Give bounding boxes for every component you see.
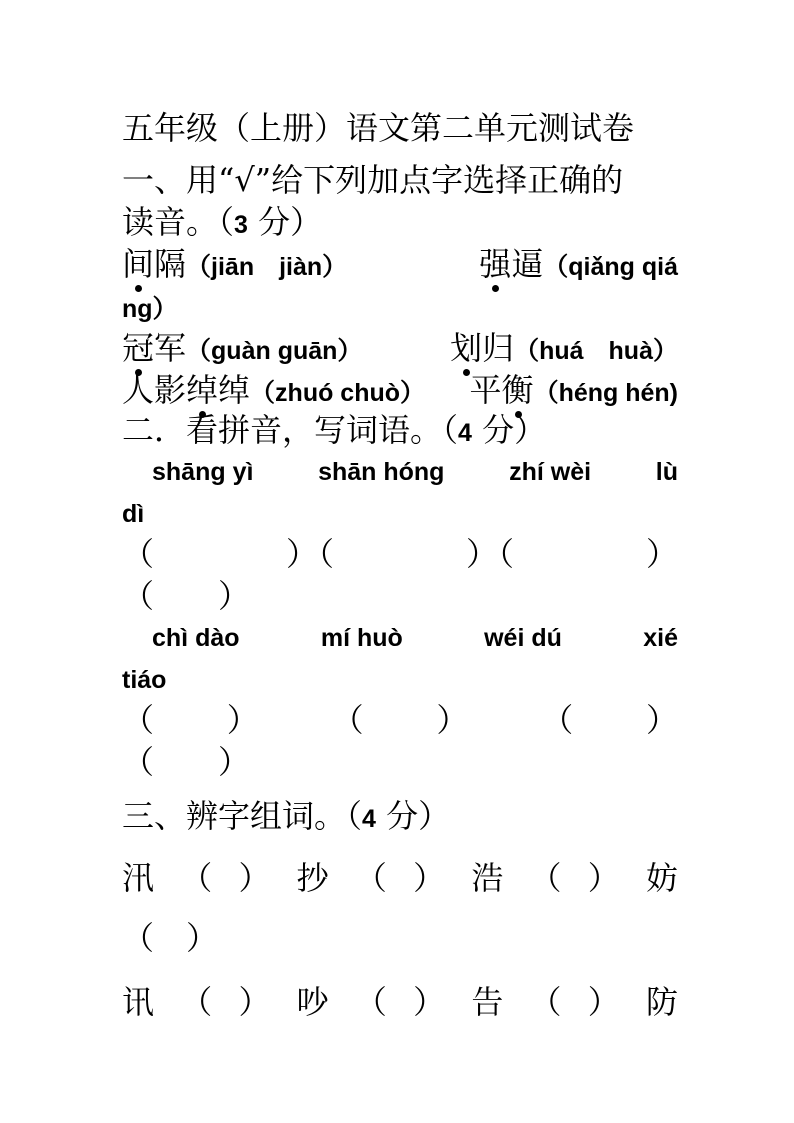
q2-pinyin-line-1-wrap: dì bbox=[122, 500, 145, 528]
q2-pinyin-line-1 bbox=[152, 452, 678, 492]
answer-blank[interactable]: （ bbox=[180, 859, 213, 897]
q1-item-chuochuo: 人影绰 绰（zhuó chuò） bbox=[122, 370, 425, 413]
pinyin-options: （guàn guān） bbox=[186, 337, 363, 365]
q1-heading-end: 分） bbox=[247, 203, 323, 241]
q2-blanks-line-2-wrap[interactable]: （ ） bbox=[122, 743, 251, 781]
q3-row-1 bbox=[122, 858, 678, 898]
answer-blank[interactable]: ） bbox=[436, 701, 469, 739]
answer-blank[interactable]: （ bbox=[354, 983, 387, 1021]
answer-blank[interactable]: （ bbox=[354, 859, 387, 897]
q2-pinyin-line-2 bbox=[152, 618, 678, 658]
q2-blanks-line-1-wrap[interactable]: （ ） bbox=[122, 577, 251, 615]
q1-row-1 bbox=[122, 244, 678, 287]
dotted-char: 间 bbox=[122, 244, 154, 284]
pinyin-options: （huá huà） bbox=[514, 337, 678, 365]
q2-pinyin-line-2-wrap: tiáo bbox=[122, 666, 167, 694]
answer-blank[interactable]: ） bbox=[587, 859, 620, 897]
pinyin-options: （héng hén) bbox=[533, 379, 678, 407]
pinyin-word: shāng yì bbox=[152, 458, 254, 486]
pinyin-options: （zhuó chuò） bbox=[250, 379, 426, 407]
answer-blank[interactable]: （ bbox=[122, 701, 155, 739]
pinyin-word: xié bbox=[643, 624, 678, 652]
q1-item-guanjun: 冠 军（guàn guān） bbox=[122, 328, 362, 371]
answer-blank[interactable]: ） bbox=[645, 701, 678, 739]
answer-blank[interactable]: ）（ bbox=[465, 535, 514, 573]
q1-score: 3 bbox=[234, 211, 248, 239]
q3-heading: 三、辨字组词。（4 分） bbox=[122, 797, 451, 835]
q3-score: 4 bbox=[362, 805, 376, 833]
q3-char: 告 bbox=[471, 983, 504, 1021]
pinyin-word: shān hóng bbox=[318, 458, 445, 486]
q1-row-1-wrap: ng） bbox=[122, 295, 178, 323]
q2-score: 4 bbox=[458, 419, 472, 447]
q3-char: 讯 bbox=[122, 983, 155, 1021]
page-title: 五年级（上册）语文第二单元测试卷 bbox=[122, 109, 635, 147]
answer-blank[interactable]: （ bbox=[331, 701, 364, 739]
q1-item-jiange: 间 隔（jiān jiàn） bbox=[122, 244, 347, 287]
pinyin-word: zhí wèi bbox=[509, 458, 592, 486]
dotted-char: 衡 bbox=[502, 370, 534, 410]
q1-heading-text: 读音。（ bbox=[122, 203, 235, 241]
pinyin-word: wéi dú bbox=[484, 624, 562, 652]
q3-char: 妨 bbox=[645, 859, 678, 897]
answer-blank[interactable]: ） bbox=[413, 859, 446, 897]
q1-item-pingheng: 平衡 （héng hén) bbox=[470, 370, 678, 413]
q1-item-qiangbi: 强 逼（qiǎng qiá bbox=[479, 244, 678, 287]
answer-blank[interactable]: ） bbox=[413, 983, 446, 1021]
q1-heading-line2 bbox=[122, 202, 678, 245]
dotted-char: 冠 bbox=[122, 328, 154, 368]
q3-row-2 bbox=[122, 982, 678, 1022]
q1-row-2 bbox=[122, 328, 678, 371]
answer-blank[interactable]: （ bbox=[529, 983, 562, 1021]
q2-blanks-line-1 bbox=[122, 534, 678, 574]
q3-char: 防 bbox=[645, 983, 678, 1021]
q2-heading: 二．看拼音，写词语。（4 分） bbox=[122, 411, 547, 449]
q3-char: 吵 bbox=[296, 983, 329, 1021]
answer-blank[interactable]: （ bbox=[541, 701, 574, 739]
q3-row-1-wrap[interactable]: （ ） bbox=[122, 919, 219, 957]
q3-char: 抄 bbox=[296, 859, 329, 897]
dotted-char: 强 bbox=[479, 244, 511, 284]
q3-char: 汛 bbox=[122, 859, 155, 897]
answer-blank[interactable]: （ bbox=[122, 535, 155, 573]
answer-blank[interactable]: （ bbox=[529, 859, 562, 897]
q1-item-huagui: 划 归（huá huà） bbox=[450, 328, 678, 371]
answer-blank[interactable]: ） bbox=[226, 701, 259, 739]
answer-blank[interactable]: （ bbox=[180, 983, 213, 1021]
q2-blanks-line-2 bbox=[122, 700, 678, 740]
q1-heading: 一、用“√”给下列加点字选择正确的 bbox=[122, 161, 624, 199]
dotted-char: 划 bbox=[450, 328, 482, 368]
answer-blank[interactable]: ） bbox=[587, 983, 620, 1021]
dotted-char: 绰 bbox=[186, 370, 218, 410]
q3-char: 浩 bbox=[471, 859, 504, 897]
answer-blank[interactable]: ）（ bbox=[285, 535, 334, 573]
answer-blank[interactable]: ） bbox=[238, 983, 271, 1021]
answer-blank[interactable]: ） bbox=[645, 535, 678, 573]
answer-blank[interactable]: ） bbox=[238, 859, 271, 897]
pinyin-word: chì dào bbox=[152, 624, 240, 652]
pinyin-word: mí huò bbox=[320, 624, 403, 652]
pinyin-options: （qiǎng qiá bbox=[543, 253, 678, 281]
pinyin-options: （jiān jiàn） bbox=[186, 253, 348, 281]
pinyin-word: lù bbox=[655, 458, 678, 486]
q1-row-3 bbox=[122, 370, 678, 413]
